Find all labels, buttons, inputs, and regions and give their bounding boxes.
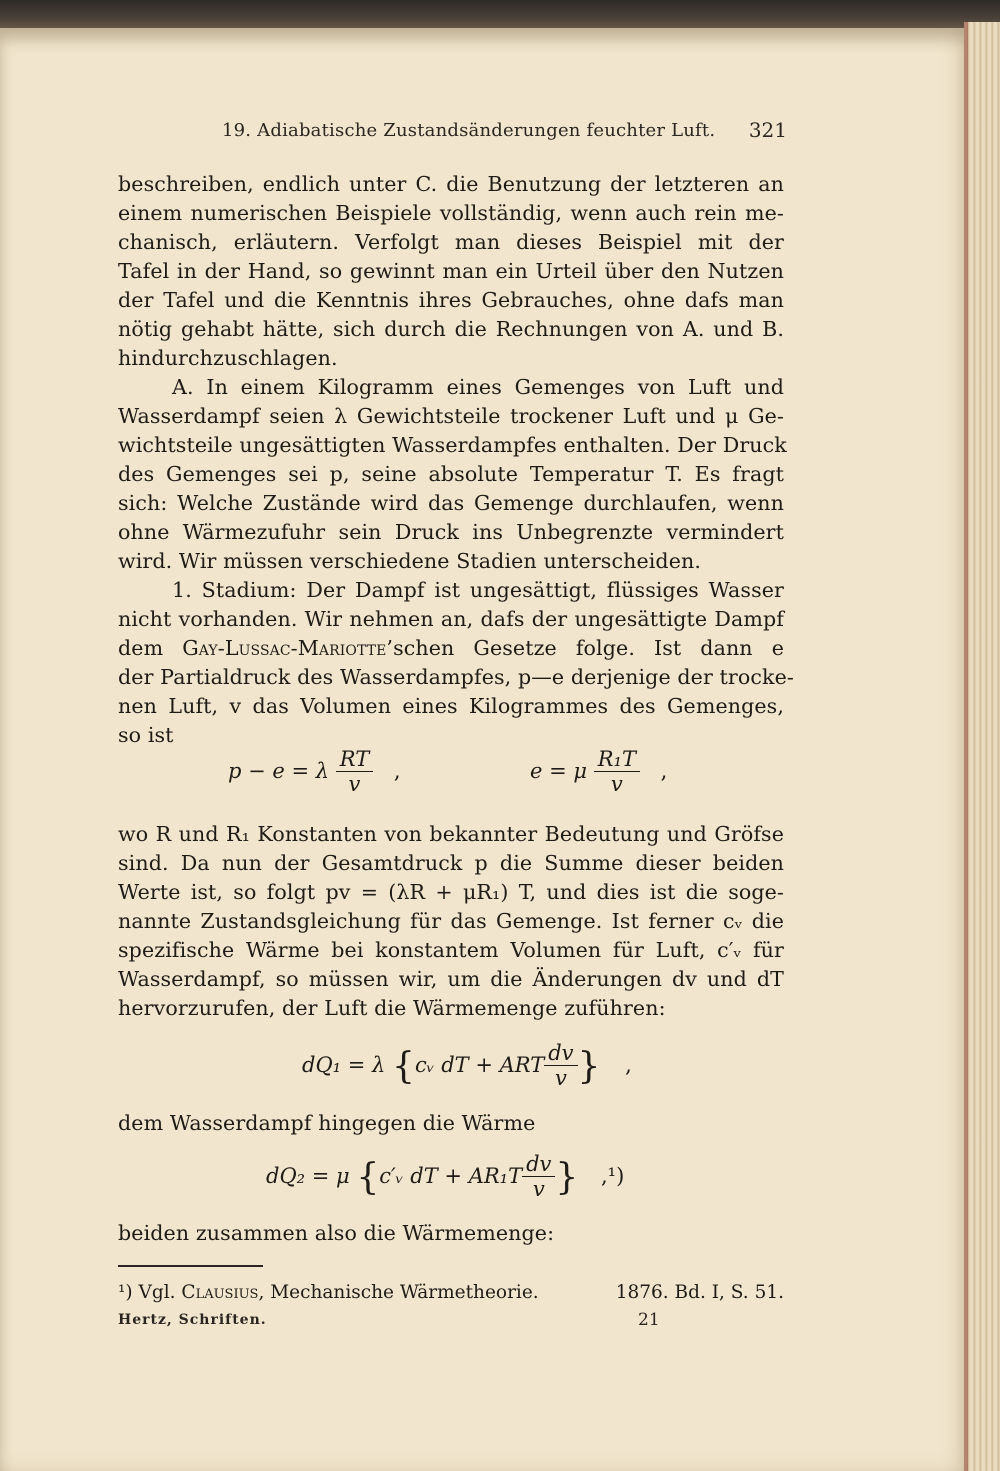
eq1-fraction <box>336 748 373 797</box>
text-line: nötig gehabt hätte, sich durch die Rechnungen von A. und B. <box>118 317 784 341</box>
text-line: der Partialdruck des Wasserdampfes, p—e derjenige der trocke- <box>118 665 794 689</box>
eq3-comma: , <box>625 1053 632 1078</box>
text-line: nannte Zustandsgleichung für das Gemenge. Ist ferner cᵥ die <box>118 909 784 933</box>
text-fragment: dem <box>118 636 183 660</box>
text-line: ohne Wärmezufuhr sein Druck ins Unbegrenzte vermindert <box>118 520 784 544</box>
equation-1 <box>228 748 401 797</box>
text-line-gay-lussac <box>118 636 784 664</box>
name-gay-lussac-mariotte: Gay-Lussac-Mariotte <box>182 636 387 660</box>
text-line: chanisch, erläutern. Verfolgt man dieses Beispiel mit der <box>118 230 784 254</box>
text-line: des Gemenges sei p, seine absolute Temperatur T. Es fragt <box>118 462 784 486</box>
eq3-body: cᵥ dT + ART <box>414 1053 545 1078</box>
text-line: hervorzurufen, der Luft die Wärmemenge zuführen: <box>118 996 666 1020</box>
text-line: 1. Stadium: Der Dampf ist ungesättigt, flüssiges Wasser <box>172 578 784 602</box>
text-line: sind. Da nun der Gesamtdruck p die Summe dieser beiden <box>118 851 784 875</box>
eq4-close-brace: } <box>555 1157 579 1199</box>
text-line: beiden zusammen also die Wärmemenge: <box>118 1221 555 1245</box>
eq1-lhs: p − e = λ <box>228 759 330 784</box>
text-line: hindurchzuschlagen. <box>118 346 338 370</box>
eq3-lhs: dQ₁ = λ <box>302 1053 386 1078</box>
footnote <box>118 1282 784 1303</box>
footnote-reference: 1876. Bd. I, S. 51. <box>615 1282 784 1303</box>
equation-3 <box>302 1042 632 1091</box>
text-line: wird. Wir müssen verschiedene Stadien unterscheiden. <box>118 549 701 573</box>
page-stack-edge <box>964 22 1000 1471</box>
eq1-numerator: RT <box>336 748 373 772</box>
text-line: spezifische Wärme bei konstantem Volumen für Luft, c′ᵥ für <box>118 938 784 962</box>
eq2-numerator: R₁T <box>594 748 640 772</box>
footnote-title: , Mechanische Wärmetheorie. <box>258 1282 539 1303</box>
footnote-mark: ¹) <box>118 1282 133 1303</box>
text-line: A. In einem Kilogramm eines Gemenges von Luft und <box>172 375 784 399</box>
text-line: Werte ist, so folgt pv = (λR + μR₁) T, und dies ist die soge- <box>118 880 784 904</box>
text-fragment: ’schen Gesetze folge. Ist dann e <box>386 636 784 660</box>
text-line: nen Luft, v das Volumen eines Kilogrammes des Gemenges, <box>118 694 784 718</box>
text-line: sich: Welche Zustände wird das Gemenge durchlaufen, wenn <box>118 491 784 515</box>
eq4-fraction <box>522 1153 555 1202</box>
text-line: dem Wasserdampf hingegen die Wärme <box>118 1111 536 1135</box>
text-line: einem numerischen Beispiele vollständig, wenn auch rein me- <box>118 201 784 225</box>
eq3-numerator: dv <box>544 1042 577 1066</box>
running-title: 19. Adiabatische Zustandsänderungen feuchter Luft. <box>222 120 716 141</box>
text-line: nicht vorhanden. Wir nehmen an, dafs der ungesättigte Dampf <box>118 607 784 631</box>
printer-signature: Hertz, Schriften. <box>118 1312 267 1328</box>
eq4-body: c′ᵥ dT + AR₁T <box>379 1164 523 1189</box>
text-line: beschreiben, endlich unter C. die Benutzung der letzteren an <box>118 172 784 196</box>
text-line: Wasserdampf, so müssen wir, um die Änderungen dv und dT <box>118 967 784 991</box>
footnote-rule <box>118 1265 263 1267</box>
eq3-fraction <box>544 1042 577 1091</box>
eq2-lhs: e = μ <box>530 759 588 784</box>
eq4-footnote-mark: ,¹) <box>601 1164 625 1189</box>
footnote-author: Clausius <box>181 1282 259 1303</box>
eq4-denominator: v <box>532 1177 545 1202</box>
eq2-fraction <box>594 748 640 797</box>
text-line: der Tafel und die Kenntnis ihres Gebrauches, ohne dafs man <box>118 288 784 312</box>
eq4-numerator: dv <box>522 1153 555 1177</box>
text-line: so ist <box>118 723 174 747</box>
equation-2 <box>530 748 667 797</box>
page-number: 321 <box>748 118 787 142</box>
text-line: wo R und R₁ Konstanten von bekannter Bedeutung und Gröfse <box>118 822 784 846</box>
eq3-denominator: v <box>554 1066 567 1091</box>
eq4-open-brace: { <box>356 1157 380 1199</box>
text-line: Wasserdampf seien λ Gewichtsteile trockener Luft und μ Ge- <box>118 404 784 428</box>
eq1-denominator: v <box>348 772 361 797</box>
text-line: Tafel in der Hand, so gewinnt man ein Urteil über den Nutzen <box>118 259 784 283</box>
eq2-denominator: v <box>610 772 623 797</box>
book-cover-edge <box>0 0 1000 30</box>
eq4-lhs: dQ₂ = μ <box>266 1164 350 1189</box>
footnote-text: Vgl. <box>138 1282 182 1303</box>
text-line: wichtsteile ungesättigten Wasserdampfes enthalten. Der Druck <box>118 433 787 457</box>
eq1-comma: , <box>393 759 401 784</box>
signature-number: 21 <box>638 1310 660 1330</box>
eq3-open-brace: { <box>392 1046 415 1088</box>
eq3-close-brace: } <box>577 1046 601 1088</box>
equation-4 <box>266 1153 624 1202</box>
eq2-comma: , <box>660 759 668 784</box>
